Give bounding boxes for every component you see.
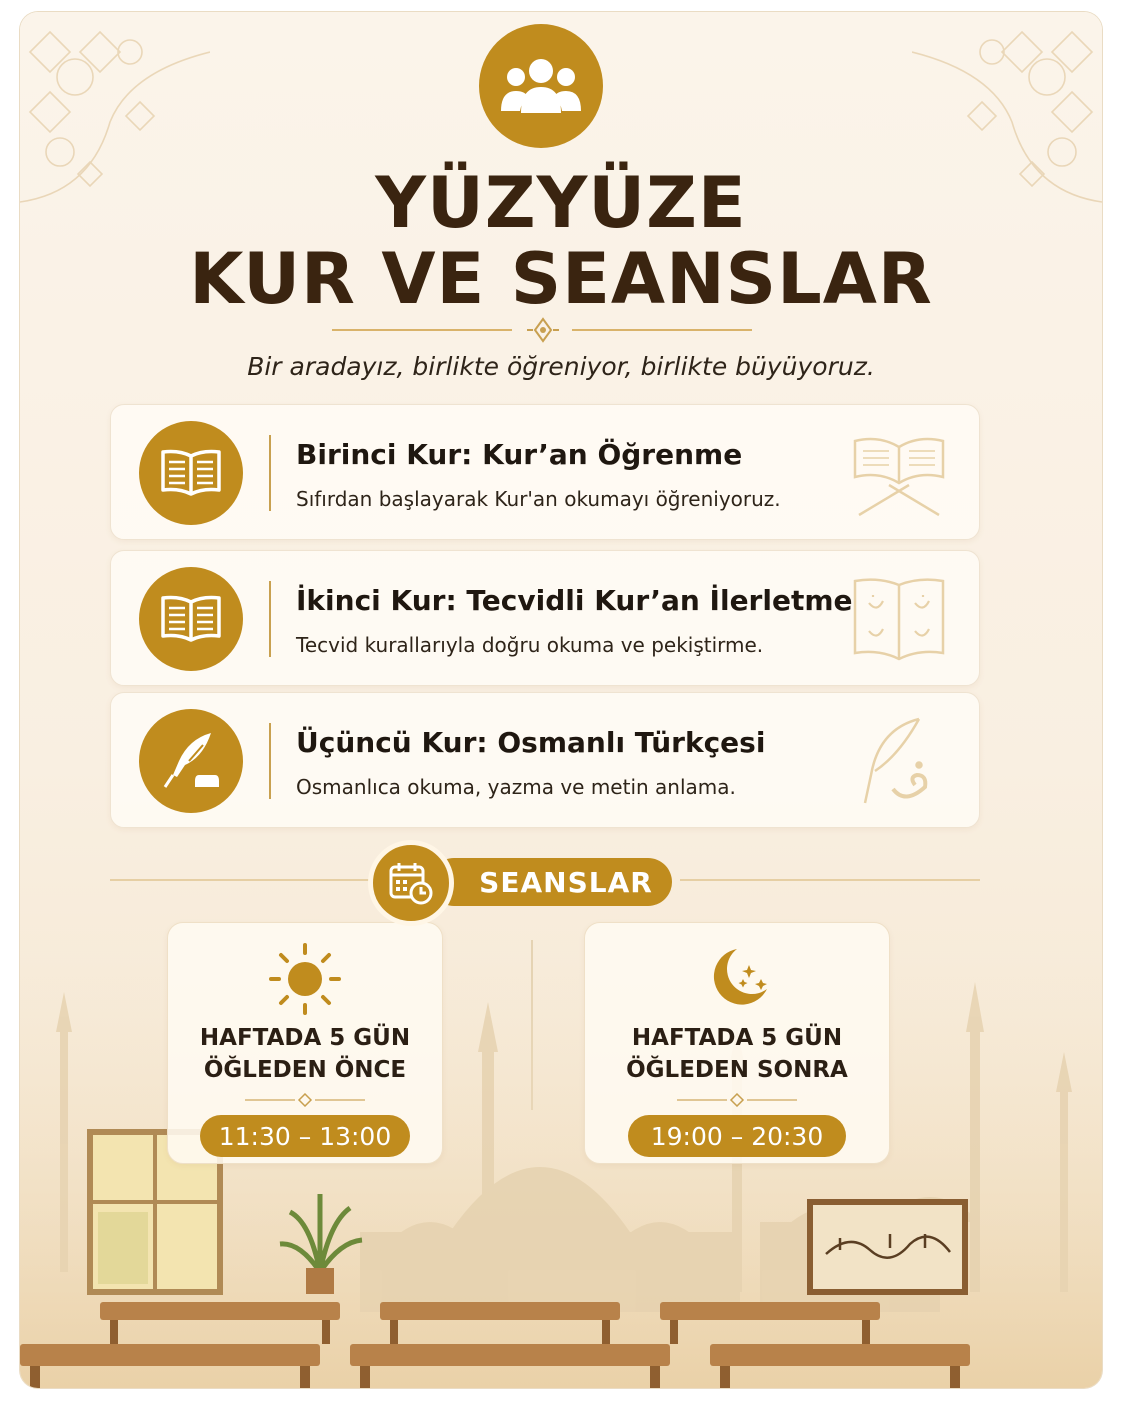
session-card-morning [167,922,443,1164]
course-card-3 [110,692,980,828]
title-divider-left [332,329,512,331]
tagline: Bir aradayız, birlikte öğreniyor, birlikte büyüyoruz. [247,352,875,381]
poster [20,12,1102,1388]
course-card-2 [110,550,980,686]
course-icon-circle [139,421,243,525]
sessions-icon-circle [368,840,454,926]
session-time: 11:30 – 13:00 [200,1115,410,1157]
sessions-heading: SEANSLAR [430,858,672,906]
course-description: Sıfırdan başlayarak Kur'an okumayı öğreniyoruz. [296,487,781,511]
course-title: Üçüncü Kur: Osmanlı Türkçesi [296,726,766,759]
course-icon-circle [139,709,243,813]
session-frequency: HAFTADA 5 GÜN [631,1025,843,1051]
ornament-icon [245,1093,365,1107]
group-icon [501,55,581,117]
session-period: ÖĞLEDEN SONRA [626,1057,848,1083]
session-time: 19:00 – 20:30 [628,1115,846,1157]
quill-pen-icon [159,729,223,793]
course-separator [269,723,271,799]
group-badge [479,24,603,148]
quran-stand-icon [849,427,949,519]
ornament-icon [677,1093,797,1107]
title-divider-right [572,329,752,331]
session-frequency: HAFTADA 5 GÜN [199,1025,411,1051]
tajweed-book-icon [849,573,949,665]
course-title: İkinci Kur: Tecvidli Kur’an İlerletme [296,584,853,617]
course-title: Birinci Kur: Kur’an Öğrenme [296,438,743,471]
moon-stars-icon [697,939,777,1019]
page-title-line1: YÜZYÜZE [375,162,747,244]
page-title-line2: KUR VE SEANSLAR [189,238,933,320]
calendar-clock-icon [387,859,435,907]
session-card-evening [584,922,890,1164]
course-description: Osmanlıca okuma, yazma ve metin anlama. [296,775,736,799]
sessions-divider-right [680,879,980,881]
course-card-1 [110,404,980,540]
open-book-icon [159,594,223,644]
course-separator [269,581,271,657]
course-description: Tecvid kurallarıyla doğru okuma ve pekiştirme. [296,633,764,657]
ornament-diamond-icon [525,317,561,343]
course-separator [269,435,271,511]
open-book-icon [159,448,223,498]
course-icon-circle [139,567,243,671]
sessions-divider-left [110,879,370,881]
session-period: ÖĞLEDEN ÖNCE [203,1057,407,1083]
feather-letter-icon [849,715,949,807]
sun-icon [265,939,345,1019]
